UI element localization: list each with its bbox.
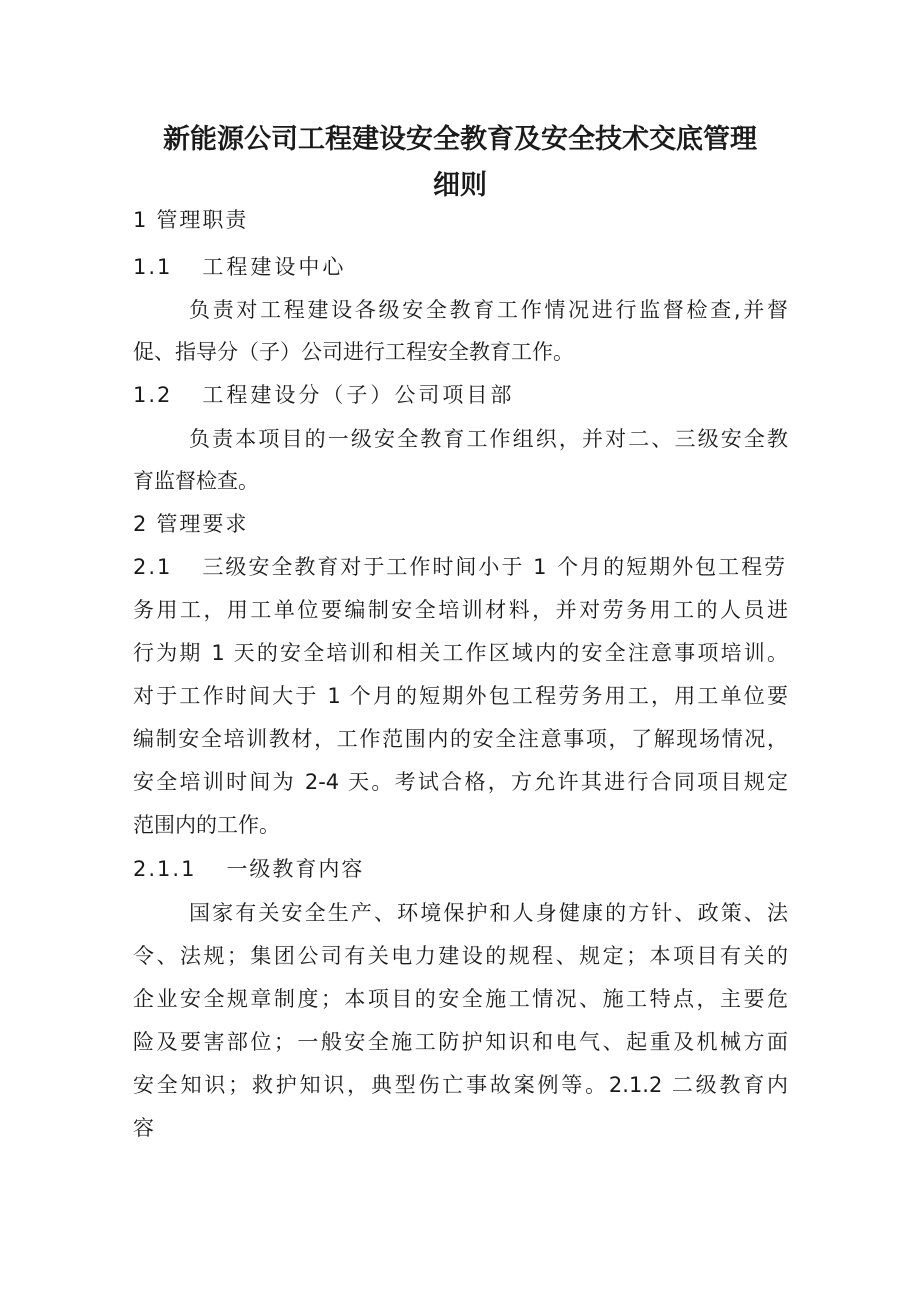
paragraph-line: 行为期 1 天的安全培训和相关工作区域内的安全注意事项培训。 [133,641,788,665]
section-number: 2.1 [133,555,173,579]
section-2-1-first-line [133,553,788,581]
paragraph-line: 编制安全培训教材，工作范围内的安全注意事项，了解现场情况， [133,727,788,751]
section-1-heading [133,206,248,234]
section-2-heading [133,510,248,538]
section-title: 工程建设分（子）公司项目部 [202,383,515,407]
section-number: 1.2 [133,383,173,407]
paragraph-line: 安全培训时间为 2-4 天。考试合格，方允许其进行合同项目规定 [133,770,788,794]
paragraph-line: 负责本项目的一级安全教育工作组织，并对二、三级安全教 [189,427,788,451]
paragraph-text: 三级安全教育对于工作时间小于 1 个月的短期外包工程劳 [202,555,788,579]
section-title: 管理职责 [156,208,249,232]
section-title: 一级教育内容 [226,857,365,881]
section-2-1-1-heading [133,855,364,883]
document-title-line-1: 新能源公司工程建设安全教育及安全技术交底管理 [163,124,757,155]
paragraph-line: 务用工，用工单位要编制安全培训材料，并对劳务用工的人员进 [133,598,788,622]
paragraph-line: 企业安全规章制度；本项目的安全施工情况、施工特点，主要危 [133,987,788,1011]
section-title: 管理要求 [156,512,249,536]
section-title: 工程建设中心 [202,255,347,279]
section-number: 2.1.1 [133,857,197,881]
paragraph-line: 令、法规；集团公司有关电力建设的规程、规定；本项目有关的 [133,944,788,968]
paragraph-line: 容 [133,1116,154,1140]
paragraph-line: 对于工作时间大于 1 个月的短期外包工程劳务用工，用工单位要 [133,684,788,708]
section-number: 1.1 [133,255,173,279]
section-number: 1 [133,208,149,232]
section-1-1-heading [133,253,346,281]
paragraph-line: 负责对工程建设各级安全教育工作情况进行监督检查,并督 [189,298,788,322]
paragraph-line: 安全知识；救护知识，典型伤亡事故案例等。2.1.2 二级教育内 [133,1073,788,1097]
document-title-line-2: 细则 [433,170,487,201]
paragraph-line: 促、指导分（子）公司进行工程安全教育工作。 [133,340,574,364]
section-1-2-heading [133,381,514,409]
section-number: 2 [133,512,149,536]
paragraph-line: 险及要害部位；一般安全施工防护知识和电气、起重及机械方面 [133,1030,788,1054]
paragraph-line: 国家有关安全生产、环境保护和人身健康的方针、政策、法 [189,901,788,925]
paragraph-line: 育监督检查。 [133,469,259,493]
paragraph-line: 范围内的工作。 [133,813,280,837]
